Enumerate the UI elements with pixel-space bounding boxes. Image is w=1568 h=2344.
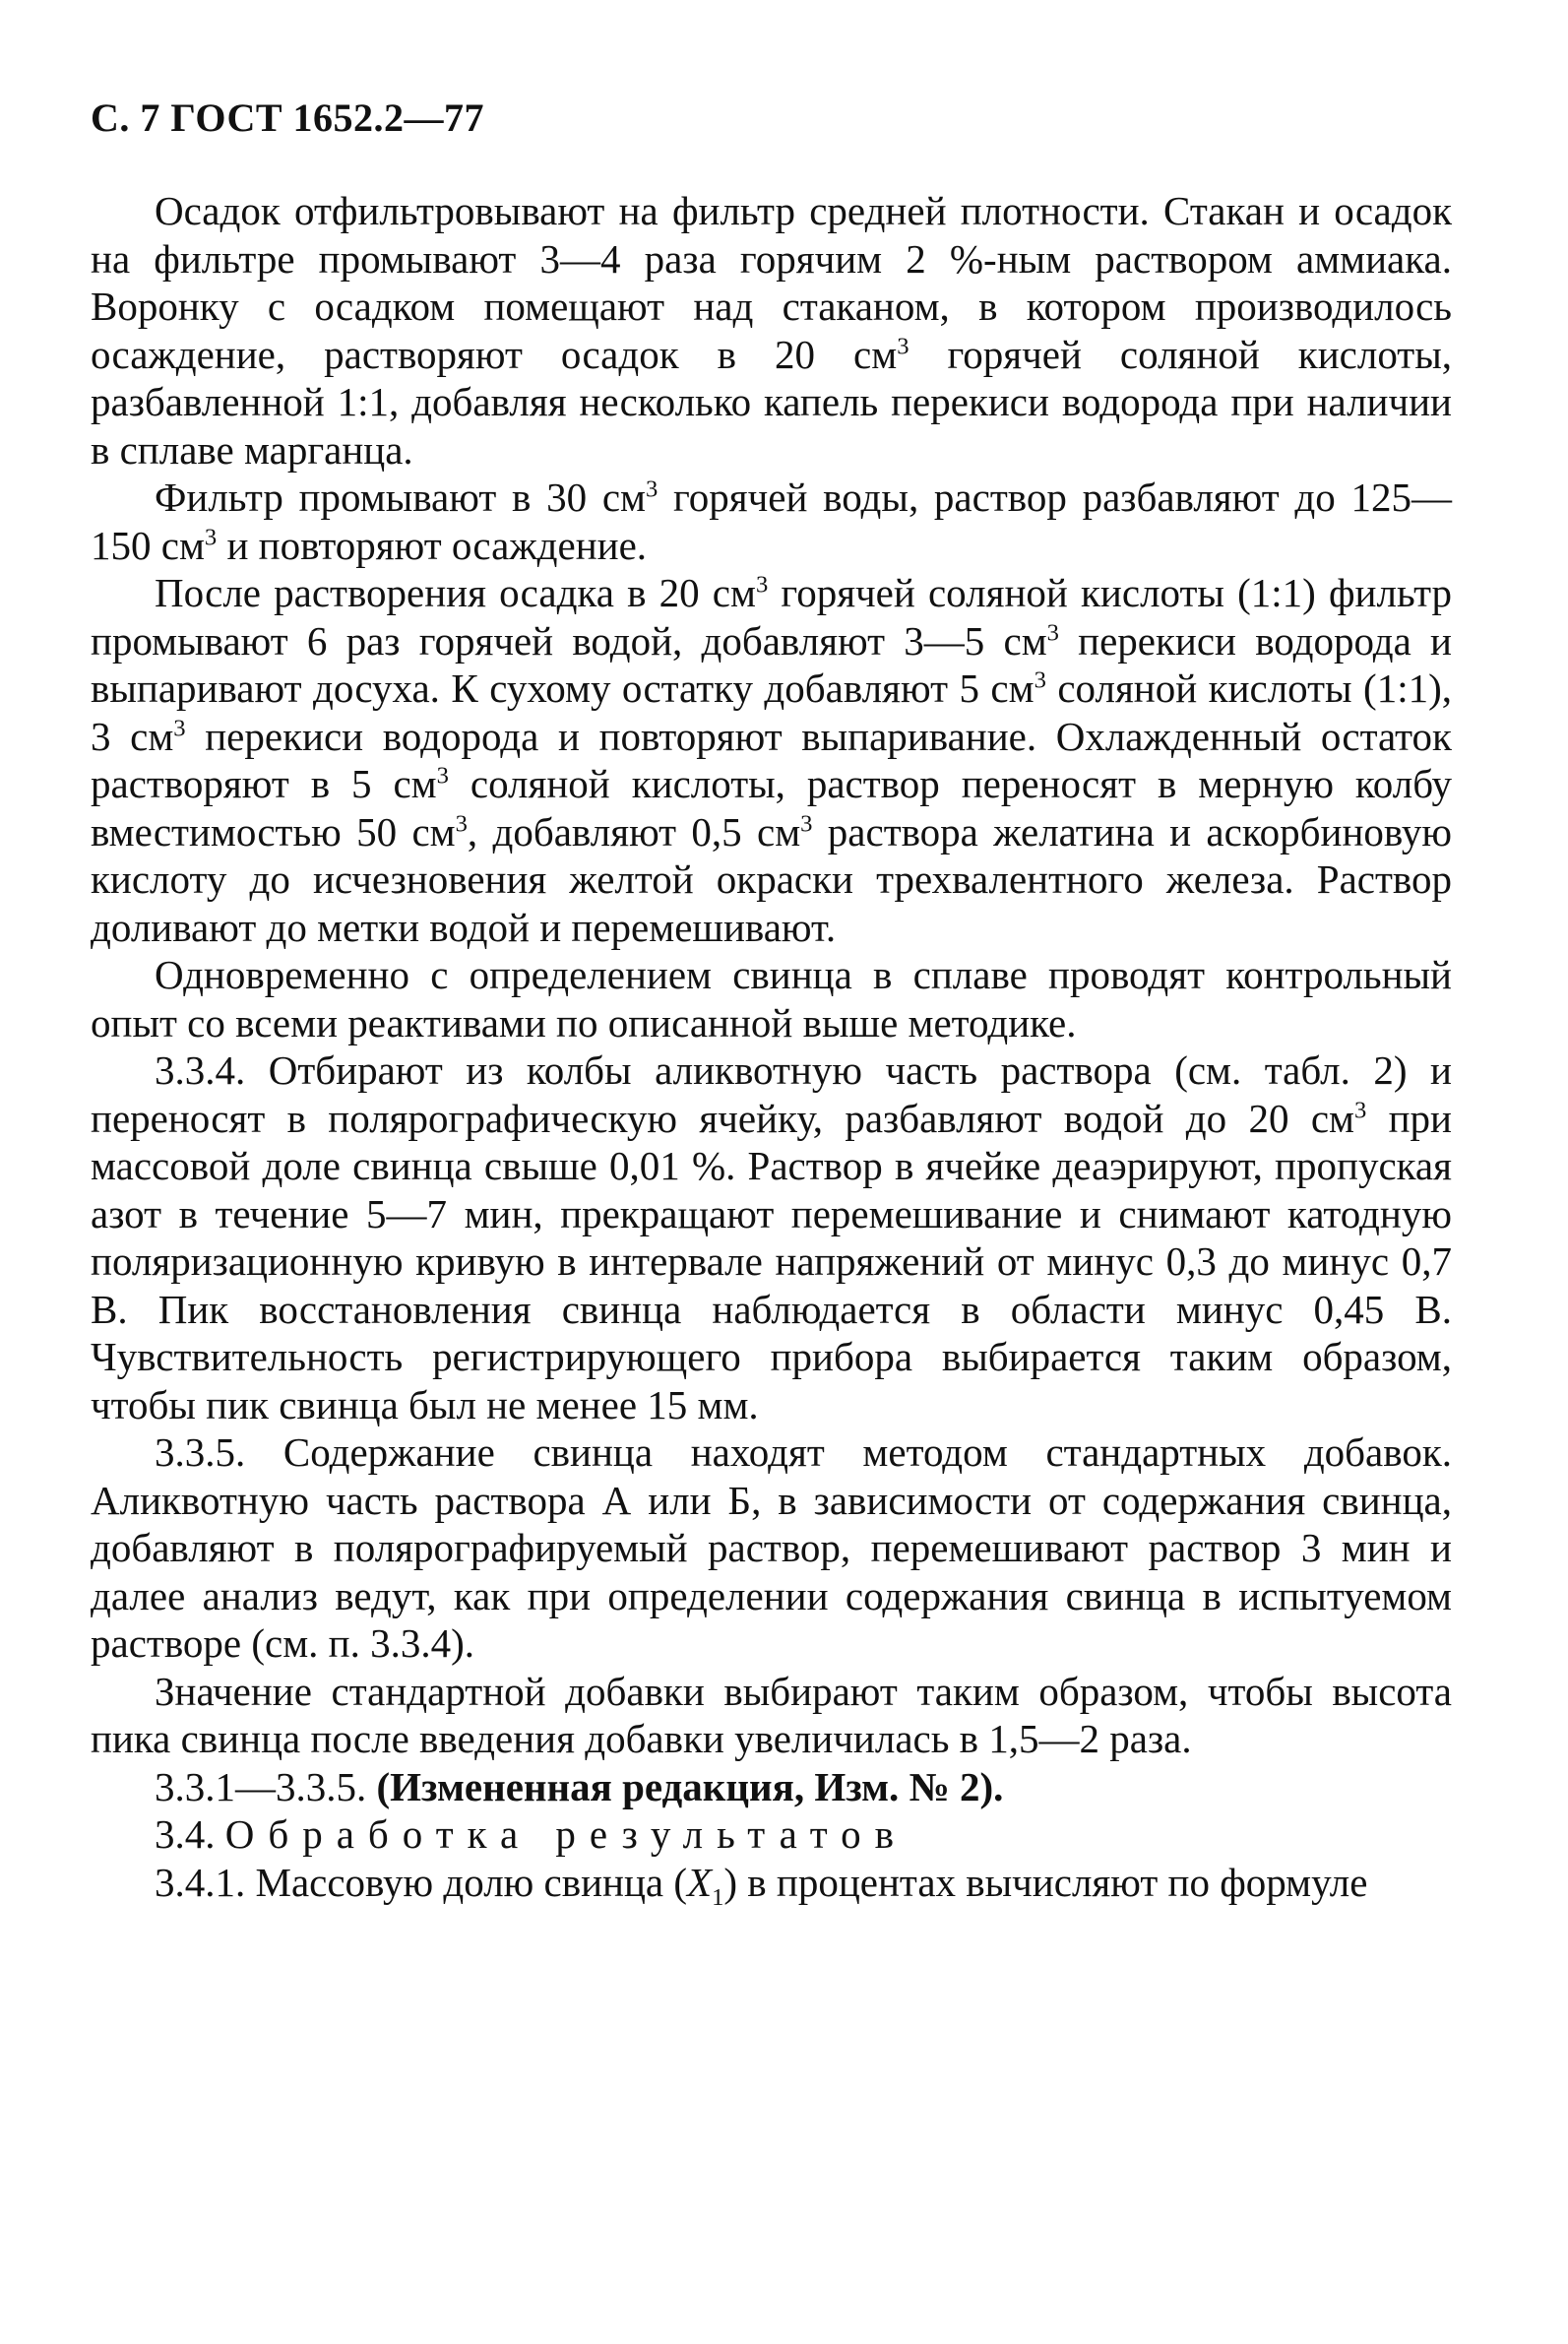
- text-segment: горячей соляной кислоты, разбавленной 1:1, добавляя несколько капель перекиси водорода при наличии в сплаве марганца.: [91, 331, 1453, 473]
- paragraph-standard-addition: [91, 1668, 1452, 1763]
- superscript: 3: [173, 714, 186, 741]
- variable-x: X: [687, 1859, 713, 1905]
- superscript: 3: [1353, 1096, 1367, 1123]
- superscript: 3: [645, 475, 659, 503]
- text-segment: Одновременно с определением свинца в сплаве проводят контрольный опыт со всеми реактивами по описанной выше методике.: [91, 952, 1452, 1045]
- text-segment: и повторяют осаждение.: [217, 522, 648, 568]
- text-segment: После растворения осадка в 20 см: [155, 570, 756, 615]
- paragraph-3-4-1: [91, 1859, 1452, 1911]
- section-number: 3.4.: [155, 1811, 225, 1857]
- text-segment: перекиси водорода и повторяют выпаривание. Охлажденный остаток растворяют в 5 см: [91, 713, 1452, 806]
- paragraph-3-3-4: [91, 1046, 1452, 1428]
- text-segment: горячей воды, раствор разбавляют до 125—150 см: [91, 475, 1452, 568]
- paragraph-amendment: [91, 1763, 1452, 1811]
- text-segment: горячей соляной кислоты (1:1) фильтр промывают 6 раз горячей водой, добавляют 3—5 см: [91, 570, 1453, 664]
- superscript: 3: [800, 809, 813, 837]
- text-segment: , добавляют 0,5 см: [467, 808, 801, 855]
- text-segment: Осадок отфильтровывают на фильтр средней плотности. Стакан и осадок на фильтре промывают 3—4 раза горячим 2 %-ным раствором аммиака. Воронку с осадком помещают над стаканом, в котором производилось осаждение, растворяют осадок в 20 см: [91, 188, 1452, 377]
- paragraph-3-3-5: [91, 1428, 1452, 1668]
- page-header: С. 7 ГОСТ 1652.2—77: [91, 95, 485, 140]
- subscript: 1: [712, 1883, 724, 1911]
- text-segment: Значение стандартной добавки выбирают таким образом, чтобы высота пика свинца после введения добавки увеличилась в 1,5—2 раза.: [91, 1668, 1452, 1761]
- text-segment: при массовой доле свинца свыше 0,01 %. Раствор в ячейке деаэрируют, пропуская азот в течение 5—7 мин, прекращают перемешивание и снимают катодную поляризационную кривую в интервале напряжений от минус 0,3 до минус 0,7 В. Пик восстановления свинца наблюдается в области минус 0,45 В. Чувствительность регистрирующего прибора выбирается таким образом, чтобы пик свинца был не менее 15 мм.: [91, 1095, 1453, 1427]
- paragraph-control-test: [91, 951, 1452, 1046]
- text-segment: раствора желатина и аскорбиновую кислоту до исчезновения желтой окраски трехвалентного железа. Раствор доливают до метки водой и перемешивают.: [91, 808, 1452, 950]
- superscript: 3: [897, 332, 909, 359]
- superscript: 3: [204, 523, 218, 550]
- section-heading-3-4: [91, 1810, 1452, 1859]
- paragraph-filtration: [91, 187, 1452, 474]
- text-segment: 3.4.1. Массовую долю свинца (: [155, 1859, 688, 1905]
- text-segment: Фильтр промывают в 30 см: [155, 475, 646, 520]
- text-segment: 3.3.5. Содержание свинца находят методом стандартных добавок. Аликвотную часть раствора А или Б, в зависимости от содержания свинца, добавляют в полярографируемый раствор, перемешивают раствор 3 мин и далее анализ ведут, как при определении содержания свинца в испытуемом растворе (см. п. 3.3.4).: [91, 1429, 1452, 1666]
- document-body: [91, 187, 1453, 1911]
- text-segment: перекиси водорода и выпаривают досуха. К сухому остатку добавляют 5 см: [91, 617, 1452, 711]
- superscript: 3: [755, 571, 769, 599]
- paragraph-dissolution: [91, 569, 1452, 951]
- paragraph-filter-wash: [91, 474, 1452, 569]
- text-segment: 3.3.1—3.3.5.: [155, 1763, 377, 1809]
- text-segment: 3.3.4. Отбирают из колбы аликвотную часть раствора (см. табл. 2) и переносят в полярографическую ячейку, разбавляют водой до 20 см: [91, 1047, 1452, 1141]
- text-segment: соляной кислоты (1:1), 3 см: [91, 665, 1453, 759]
- superscript: 3: [436, 762, 449, 790]
- text-segment: ) в процентах вычисляют по формуле: [723, 1859, 1368, 1905]
- superscript: 3: [1034, 666, 1046, 694]
- superscript: 3: [1046, 618, 1059, 646]
- section-title: Обработка результатов: [224, 1811, 909, 1857]
- amendment-note: (Измененная редакция, Изм. № 2).: [376, 1763, 1004, 1809]
- superscript: 3: [455, 809, 468, 837]
- text-segment: соляной кислоты, раствор переносят в мерную колбу вместимостью 50 см: [91, 761, 1452, 855]
